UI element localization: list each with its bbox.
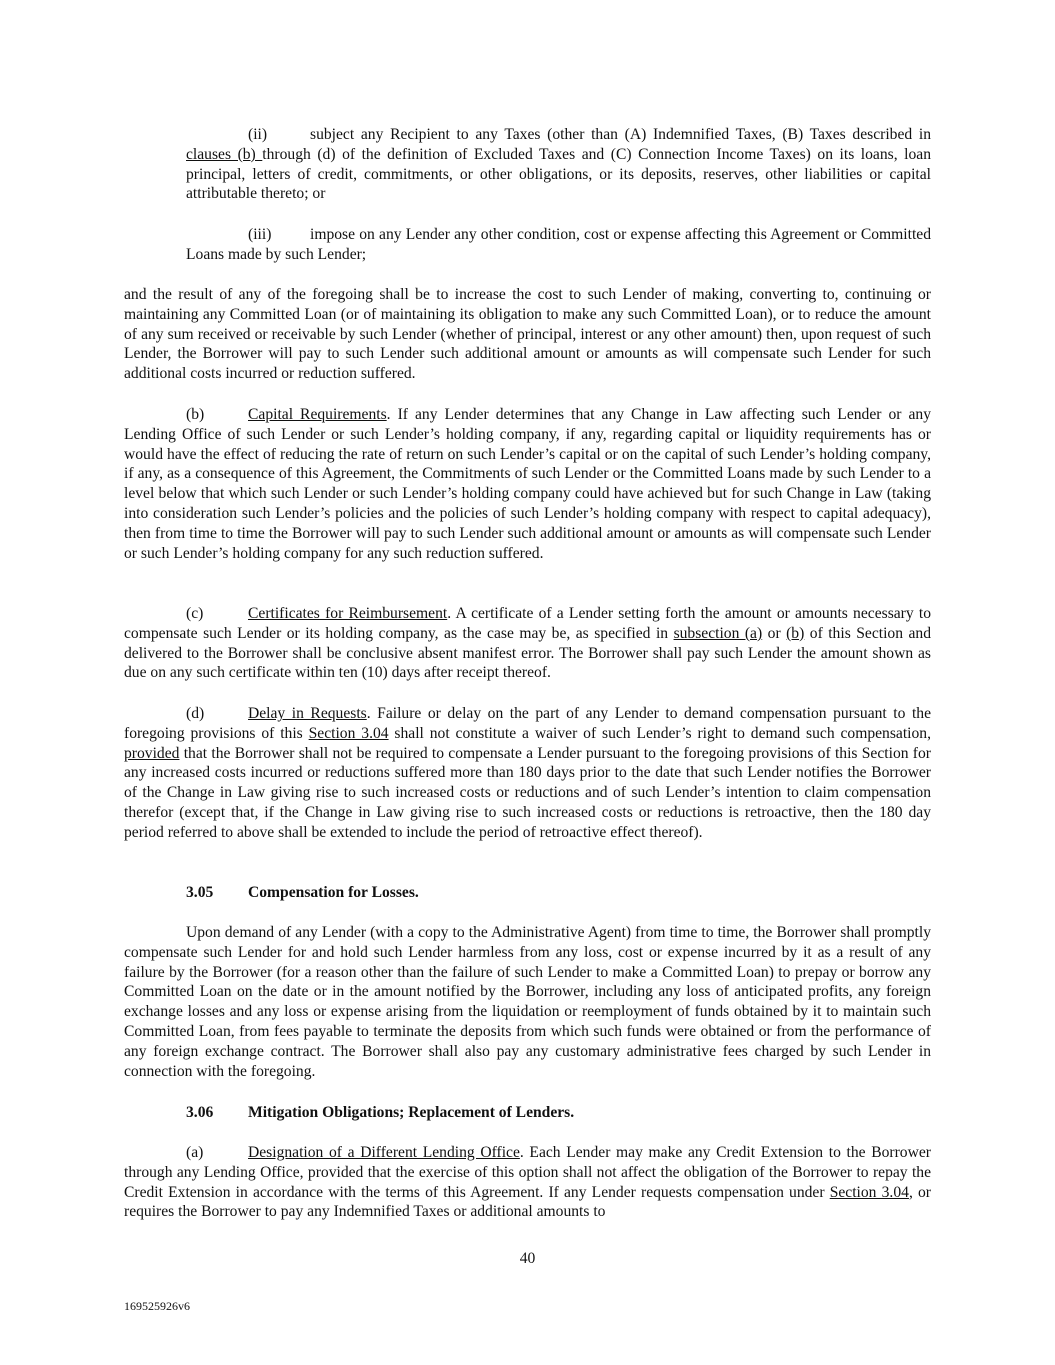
paragraph-b (124, 405, 931, 563)
paragraph-text: of this Section and delivered to the Borrower shall be conclusive absent manifest error. The Borrower shall pay such Lender the amount shown as due on any such certificate within ten (10) days after receipt thereof. (124, 624, 931, 682)
paragraph-number: (d) (186, 705, 205, 722)
section-3-06-paragraph-a (124, 1143, 931, 1222)
section-title: Compensation for Losses. (248, 884, 419, 901)
paragraph-title: Capital Requirements (248, 406, 387, 423)
paragraph-text: shall not constitute a waiver of such Lender’s right to demand such compensation, (388, 724, 932, 742)
clause-ii (186, 125, 931, 204)
section-number: 3.06 (186, 1104, 214, 1121)
paragraph-text: , or requires the Borrower to pay any Indemnified Taxes or additional amounts to (124, 1183, 931, 1221)
clause-text: impose on any Lender any other condition, cost or expense affecting this Agreement or Committed Loans made by such Lender; (186, 226, 931, 263)
section-3-05-paragraph (124, 923, 931, 1081)
paragraph-title: Delay in Requests (248, 705, 367, 722)
paragraph-c (124, 604, 931, 683)
clause-number: (ii) (248, 126, 268, 143)
section-title: Mitigation Obligations; Replacement of Lenders. (248, 1104, 575, 1121)
document-id: 169525926v6 (124, 1299, 190, 1313)
cross-reference: (b) (786, 624, 805, 642)
cross-reference: subsection (a) (673, 624, 763, 642)
paragraph-text: Upon demand of any Lender (with a copy to the Administrative Agent) from time to time, the Borrower shall promptly compensate such Lender for and hold such Lender harmless from any loss, cost or expense incurred by it as a result of any failure by the Borrower (for a reason other than the failure of such Lender to make a Committed Loan) to prepay or borrow any Committed Loan on the date or in the amount notified by the Borrower, including any loss of anticipated profits, any foreign exchange losses and any loss or expense arising from the liquidation or reemployment of funds obtained by it to maintain such Committed Loan, from fees payable to terminate the deposits from which such funds were obtained or from the performance of any foreign exchange contract. The Borrower shall also pay any customary administrative fees charged by such Lender in connection with the foregoing. (124, 924, 931, 1080)
paragraph-title: Certificates for Reimbursement (248, 605, 448, 622)
clause-iii (186, 225, 931, 265)
paragraph-text: . If any Lender determines that any Change in Law affecting such Lender or any Lending Office of such Lender or such Lender’s holding company, if any, regarding capital or liquidity requirements has or would have the effect of reducing the rate of return on such Lender’s capital or on the capital of such Lender’s holding company, if any, as a consequence of this Agreement, the Commitments of such Lender or the Committed Loans made by such Lender to a level below that which such Lender or such Lender’s holding company could have achieved but for such Change in Law (taking into consideration such Lender’s policies and the policies of such Lender’s holding company with respect to capital adequacy), then from time to time the Borrower will pay to such Lender such additional amount or amounts as will compensate such Lender or such Lender’s holding company for any such reduction suffered. (124, 406, 932, 562)
paragraph-number: (a) (186, 1144, 204, 1161)
clause-number: (iii) (248, 226, 272, 243)
cross-reference: Section 3.04 (308, 724, 389, 742)
clause-text: through (d) of the definition of Excluded Taxes and (C) Connection Income Taxes) on its loans, loan principal, letters of credit, commitments, or other obligations, or its deposits, reserves, other liabilities or capital attributable thereto; or (186, 145, 931, 203)
section-heading-3-05 (186, 883, 419, 903)
section-heading-3-06 (186, 1103, 574, 1123)
cross-reference: clauses (b) (186, 145, 263, 163)
paragraph-text: . A certificate of a Lender setting forth the amount or amounts necessary to compensate such Lender or its holding company, as the case may be, as specified in (124, 605, 932, 642)
section-number: 3.05 (186, 884, 214, 901)
paragraph-title: Designation of a Different Lending Office (248, 1144, 520, 1161)
paragraph-d (124, 704, 931, 843)
defined-term: provided (124, 744, 180, 762)
paragraph-number: (c) (186, 605, 204, 622)
result-paragraph: and the result of any of the foregoing shall be to increase the cost to such Lender of making, converting to, continuing or maintaining any Committed Loan (or of maintaining its obligation to make any such Committed Loan), or to reduce the amount of any sum received or receivable by such Lender (whether of principal, interest or any other amount) then, upon request of such Lender, the Borrower will pay to such Lender such additional amount or amounts as will compensate such Lender for such additional costs incurred or reduction suffered. (124, 286, 931, 383)
paragraph-text: that the Borrower shall not be required to compensate a Lender pursuant to the foregoing provisions of this Section for any increased costs incurred or reductions suffered more than 180 days prior to the date that such Lender notifies the Borrower of the Change in Law giving rise to such increased costs or reductions and of such Lender’s intention to claim compensation therefor (except that, if the Change in Law giving rise to such increased costs or reductions is retroactive, then the 180 day period referred to above shall be extended to include the period of retroactive effect thereof). (124, 744, 931, 841)
paragraph-text: . Failure or delay on the part of any Lender to demand compensation pursuant to the foregoing provisions of this (124, 705, 931, 742)
cross-reference: Section 3.04 (829, 1183, 909, 1201)
paragraph-text: or (762, 624, 787, 642)
page-number: 40 (519, 1250, 536, 1267)
clause-text: subject any Recipient to any Taxes (other than (A) Indemnified Taxes, (B) Taxes described in (310, 126, 931, 143)
paragraph-number: (b) (186, 406, 205, 423)
paragraph-text: . Each Lender may make any Credit Extension to the Borrower through any Lending Office, provided that the exercise of this option shall not affect the obligation of the Borrower to repay the Credit Extension in accordance with the terms of this Agreement. If any Lender requests compensation under (124, 1144, 931, 1201)
